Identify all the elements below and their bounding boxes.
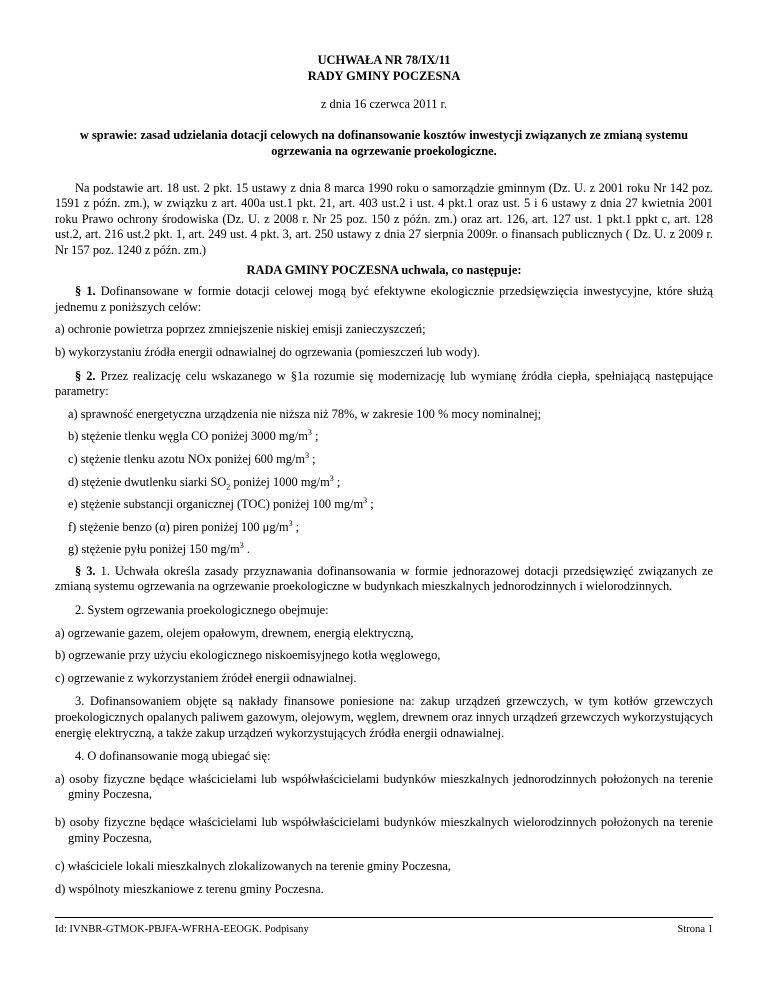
section-2-item-c [55,452,713,468]
section-2-item-a: a) sprawność energetyczna urządzenia nie niższa niż 78%, w zakresie 100 % mocy nominalnej; [68,406,542,421]
section-3-label: § 3. [75,563,96,578]
item-g-text: g) stężenie pyłu poniżej 150 mg/m [68,542,240,557]
section-3-point-4-item-b: b) osoby fizyczne będące właścicielami lub współwłaścicielami budynków mieszkalnych wielorodzinnych położonych na terenie gminy Poczesna, [55,815,713,845]
section-3-point-1 [55,564,713,595]
section-1-item-b: b) wykorzystaniu źródła energii odnawialnej do ogrzewania (pomieszczeń lub wody). [55,344,481,359]
section-2 [55,369,713,400]
superscript: 3 [329,473,334,483]
footer-divider [55,917,713,918]
section-3-point-2-item-c: c) ogrzewanie z wykorzystaniem źródeł energii odnawialnej. [55,670,357,685]
section-2-item-e [55,497,713,513]
page-number: Strona 1 [677,924,713,935]
section-3-point-4: 4. O dofinansowanie mogą ubiegać się: [75,749,271,764]
resolution-subject: w sprawie: zasad udzielania dotacji celowych na dofinansowanie kosztów inwestycji związanych ze zmianą systemu ogrzewania na ogrzewanie proekologiczne. [79,127,689,158]
item-c-text: c) stężenie tlenku azotu NOx poniżej 600 mg/m [68,451,306,466]
council-name: RADY GMINY POCZESNA [307,69,461,83]
section-2-item-f [55,520,713,536]
superscript: 3 [305,450,310,460]
item-tail: ; [292,519,300,534]
item-e-text: e) stężenie substancji organicznej (TOC) poniżej 100 mg/m [68,497,364,512]
section-2-item-g [55,542,713,558]
section-3-point-2-item-b: b) ogrzewanie przy użyciu ekologicznego niskoemisyjnego kotła węglowego, [55,648,441,663]
section-3-text: 1. Uchwała określa zasady przyznawania dofinansowania w formie jednorazowej dotacji przedsięwzięć związanych ze zmianą systemu ogrzewania na ogrzewanie proekologiczne w budynkach mieszkalnych jednorodzinnych i wielorodzinnych. [55,563,713,594]
section-2-item-b [55,429,713,445]
section-1-label: § 1. [75,284,96,299]
legal-basis: Na podstawie art. 18 ust. 2 pkt. 15 ustawy z dnia 8 marca 1990 roku o samorządzie gminnym (Dz. U. z 2001 roku Nr 142 poz. 1591 z późn. zm.), w związku z art. 400a ust.1 pkt. 21, art. 403 ust.2 i ust. 4 pkt.1 oraz ust. 5 i 6 ustawy z dnia 27 kwietnia 2001 roku Prawo ochrony środowiska (Dz. U. z 2008 r. Nr 25 poz. 150 z późn. zm.) oraz art. 126, art. 127 ust. 1 pkt.1 ppkt c, art. 128 ust.2, art. 216 ust.2 pkt. 1, art. 249 ust. 4 pkt. 3, art. 250 ustawy z dnia 27 sierpnia 2009r. o finansach publicznych ( Dz. U. z 2009 r. Nr 157 poz. 1240 z późn. zm.) [55,180,713,257]
section-3-point-4-item-d: d) wspólnoty mieszkaniowe z terenu gminy Poczesna. [55,881,324,896]
resolution-number: UCHWAŁA NR 78/IX/11 [317,53,451,67]
item-f-text: f) stężenie benzo (α) piren poniżej 100 μg/m [68,519,289,534]
section-2-label: § 2. [75,368,96,383]
item-tail: . [243,542,250,557]
section-3-point-4-item-a: a) osoby fizyczne będące właścicielami lub współwłaścicielami budynków mieszkalnych jednorodzinnych położonych na terenie gminy Poczesna, [55,771,713,802]
item-b-text: b) stężenie tlenku węgla CO poniżej 3000 mg/m [68,429,308,444]
item-tail: ; [333,474,341,489]
item-d-text: d) stężenie dwutlenku siarki SO [68,474,227,489]
document-page [55,52,713,897]
page-footer [55,924,713,935]
section-3-point-2: 2. System ogrzewania proekologicznego obejmuje: [75,603,329,618]
item-tail: ; [311,429,319,444]
section-2-text: Przez realizację celu wskazanego w §1a rozumie się modernizację lub wymianę źródła ciepła, spełniającą następujące parametry: [55,368,714,399]
subscript: 2 [226,481,231,491]
section-1-text: Dofinansowane w formie dotacji celowej mogą być efektywne ekologicznie przedsięwzięcia inwestycyjne, które służą jednemu z poniższych celów: [55,284,713,314]
item-d-text-2: poniżej 1000 mg/m [230,474,330,489]
resolves-heading: RADA GMINY POCZESNA uchwala, co następuje: [246,262,522,277]
item-tail: ; [367,497,374,512]
section-1 [55,284,713,315]
superscript: 3 [288,518,293,528]
document-id: Id: IVNBR-GTMOK-PBJFA-WFRHA-EEOGK. Podpisany [55,924,309,935]
resolution-date: z dnia 16 czerwca 2011 r. [320,97,448,111]
item-tail: ; [309,451,316,466]
section-3-point-4-item-c: c) właściciele lokali mieszkalnych zlokalizowanych na terenie gminy Poczesna, [55,858,451,873]
section-1-item-a: a) ochronie powietrza poprzez zmniejszenie niskiej emisji zanieczyszczeń; [55,322,426,337]
section-3-point-3: 3. Dofinansowaniem objęte są nakłady finansowe poniesione na: zakup urządzeń grzewczych, w tym kotłów grzewczych proekologicznych opalanych paliwem gazowym, olejowym, węglem, drewnem oraz innych urządzeń grzewczych wykorzystujących energię elektryczną, a także zakup urządzeń wykorzystujących źródła energii odnawialnej. [55,694,713,740]
section-2-item-d [55,475,713,491]
superscript: 3 [363,495,368,505]
section-3-point-2-item-a: a) ogrzewanie gazem, olejem opałowym, drewnem, energią elektryczną, [55,625,414,640]
superscript: 3 [239,541,244,551]
superscript: 3 [307,428,312,438]
